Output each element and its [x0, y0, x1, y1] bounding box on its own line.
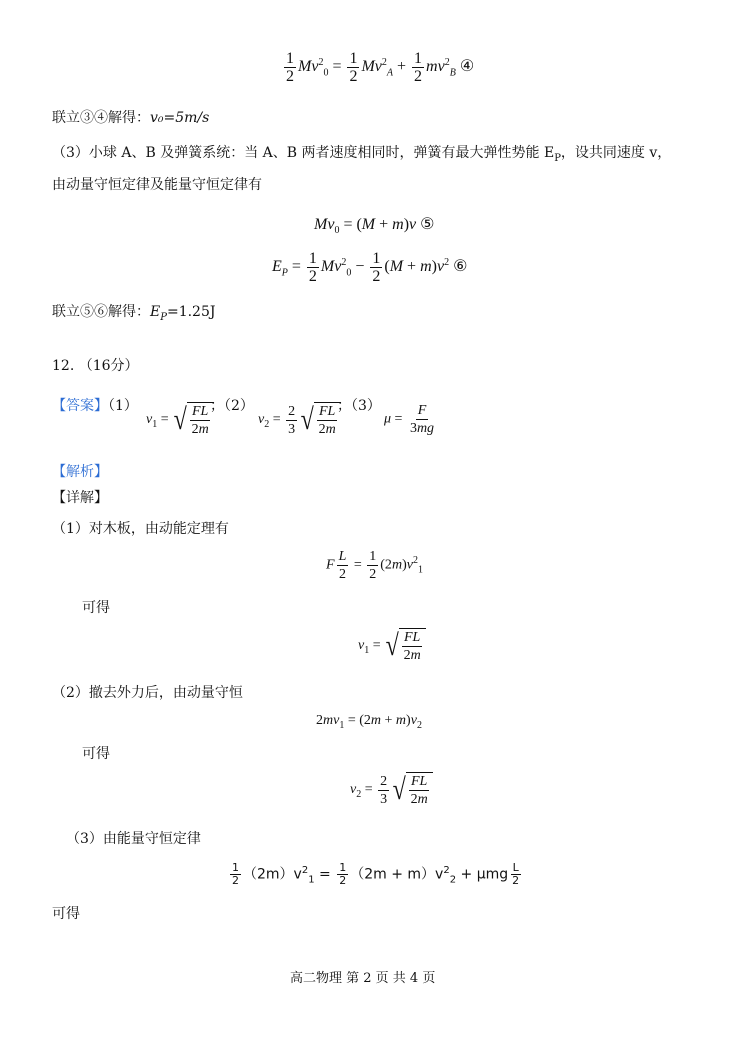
question-12-header: 12. （16分）: [52, 358, 139, 374]
equation-4: $\frac{1}{2}$ $Mv^2_0$ = $\frac{1}{2}$ $Mv^2_A$ + $\frac{1}{2}$ $mv^2_B$ ④: [286, 50, 475, 85]
join-56-line: 联立⑤⑥解得：$E_P=1.25J$: [52, 304, 216, 323]
circle-number-4: ④: [459, 58, 475, 76]
step1-equation: F $\frac{L}{2}$ = $\frac{1}{2}$ $(2m)v^2_1$: [326, 549, 423, 582]
equation-6: $E_P$ = $\frac{1}{2}$ $Mv^2_0$ − $\frac{1}{2}$ $(M + m)v^2$ ⑥: [272, 250, 468, 285]
part3-intro-line1: （3）小球 A、B 及弹簧系统：当 A、B 两者速度相同时，弹簧有最大弹性势能 $E_P$，设共同速度 v，: [52, 145, 672, 164]
step2-kede: 可得: [82, 746, 110, 762]
step2-result: $v_2$ = $\frac{2}{3}$ √ $\frac{FL}{2m}$: [350, 772, 433, 808]
part3-intro-line2: 由动量守恒定律及能量守恒定律有: [52, 177, 262, 193]
circle-number-5: ⑤: [420, 216, 435, 233]
step1-intro: （1）对木板，由动能定理有: [52, 521, 229, 537]
step1-kede: 可得: [82, 600, 110, 616]
analysis-tag: 【解析】: [52, 464, 108, 480]
answer-mu: μ = $\frac{F}{3mg}$: [384, 403, 435, 436]
step2-intro: （2）撤去外力后，由动量守恒: [52, 685, 243, 701]
step3-kede: 可得: [52, 906, 80, 922]
answer-v2: $v_2$ = $\frac{2}{3}$ √ $\frac{FL}{2m}$: [258, 402, 341, 438]
equation-5: $Mv_0 = (M + m)v$ ⑤: [314, 216, 435, 237]
step2-equation: $2mv_1 = (2m + m)v_2$: [316, 713, 422, 731]
circle-number-6: ⑥: [453, 258, 468, 276]
join-34-line: 联立③④解得：v₀=5m/s: [52, 110, 210, 126]
answer-line: 【答案】（1）: [52, 398, 138, 414]
detail-tag: 【详解】: [52, 490, 108, 506]
answer-v1: $v_1$ = √ $\frac{FL}{2m}$: [146, 402, 214, 438]
answer-sep1: ；（2）: [210, 398, 254, 414]
answer-sep2: ；（3）: [337, 398, 381, 414]
step1-result: $v_1$ = √ $\frac{FL}{2m}$: [358, 628, 426, 664]
page-footer: 高二物理 第 2 页 共 4 页: [290, 971, 436, 986]
answer-tag: 【答案】: [52, 398, 108, 414]
step3-equation: $\frac{1}{2}$ $(2m)v^2_1$ = $\frac{1}{2}$ $(2m + m)v^2_2 + \mu mg$ $\frac{L}{2}$: [232, 861, 520, 887]
step3-intro: （3）由能量守恒定律: [66, 831, 201, 847]
